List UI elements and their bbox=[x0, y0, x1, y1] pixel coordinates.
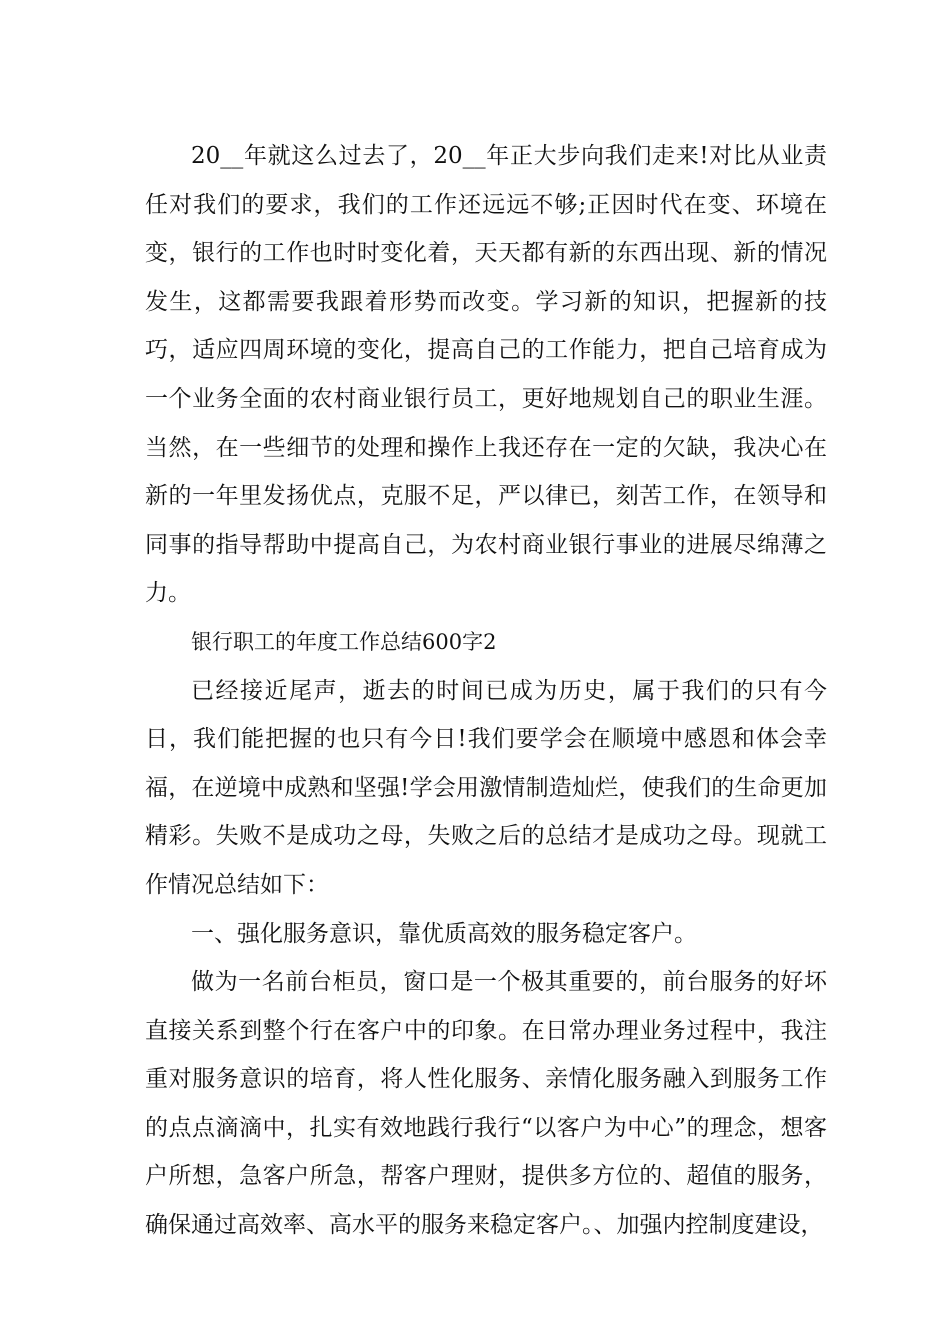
paragraph-subheading-service: 一、强化服务意识，靠优质高效的服务稳定客户。 bbox=[191, 920, 697, 947]
document-body bbox=[145, 132, 827, 1250]
paragraph-year-review: 20__年就这么过去了，20__年正大步向我们走来!对比从业责任对我们的要求，我们的工作还远远不够;正因时代在变、环境在变，银行的工作也时时变化着，天天都有新的东西出现、新的情况发生，这都需要我跟着形势而改变。学习新的知识，把握新的技巧，适应四周环境的变化，提高自己的工作能力，把自己培育成为一个业务全面的农村商业银行员工，更好地规划自己的职业生涯。当然，在一些细节的处理和操作上我还存在一定的欠缺，我决心在新的一年里发扬优点，克服不足，严以律已，刻苦工作，在领导和同事的指导帮助中提高自己，为农村商业银行事业的进展尽绵薄之力。 bbox=[145, 143, 827, 607]
section-heading: 银行职工的年度工作总结600字2 bbox=[191, 629, 497, 654]
paragraph-service: 做为一名前台柜员，窗口是一个极其重要的，前台服务的好坏直接关系到整个行在客户中的印象。在日常办理业务过程中，我注重对服务意识的培育，将人性化服务、亲情化服务融入到服务工作的点点滴滴中，扎实有效地践行我行“以客户为中心”的理念，想客户所想，急客户所急，帮客户理财，提供多方位的、超值的服务，确保通过高效率、高水平的服务来稳定客户。、加强内控制度建设， bbox=[145, 969, 827, 1239]
paragraph-intro: 已经接近尾声，逝去的时间已成为历史，属于我们的只有今日，我们能把握的也只有今日!我们要学会在顺境中感恩和体会幸福，在逆境中成熟和坚强!学会用激情制造灿烂，使我们的生命更加精彩。失败不是成功之母，失败之后的总结才是成功之母。现就工作情况总结如下： bbox=[145, 677, 827, 898]
